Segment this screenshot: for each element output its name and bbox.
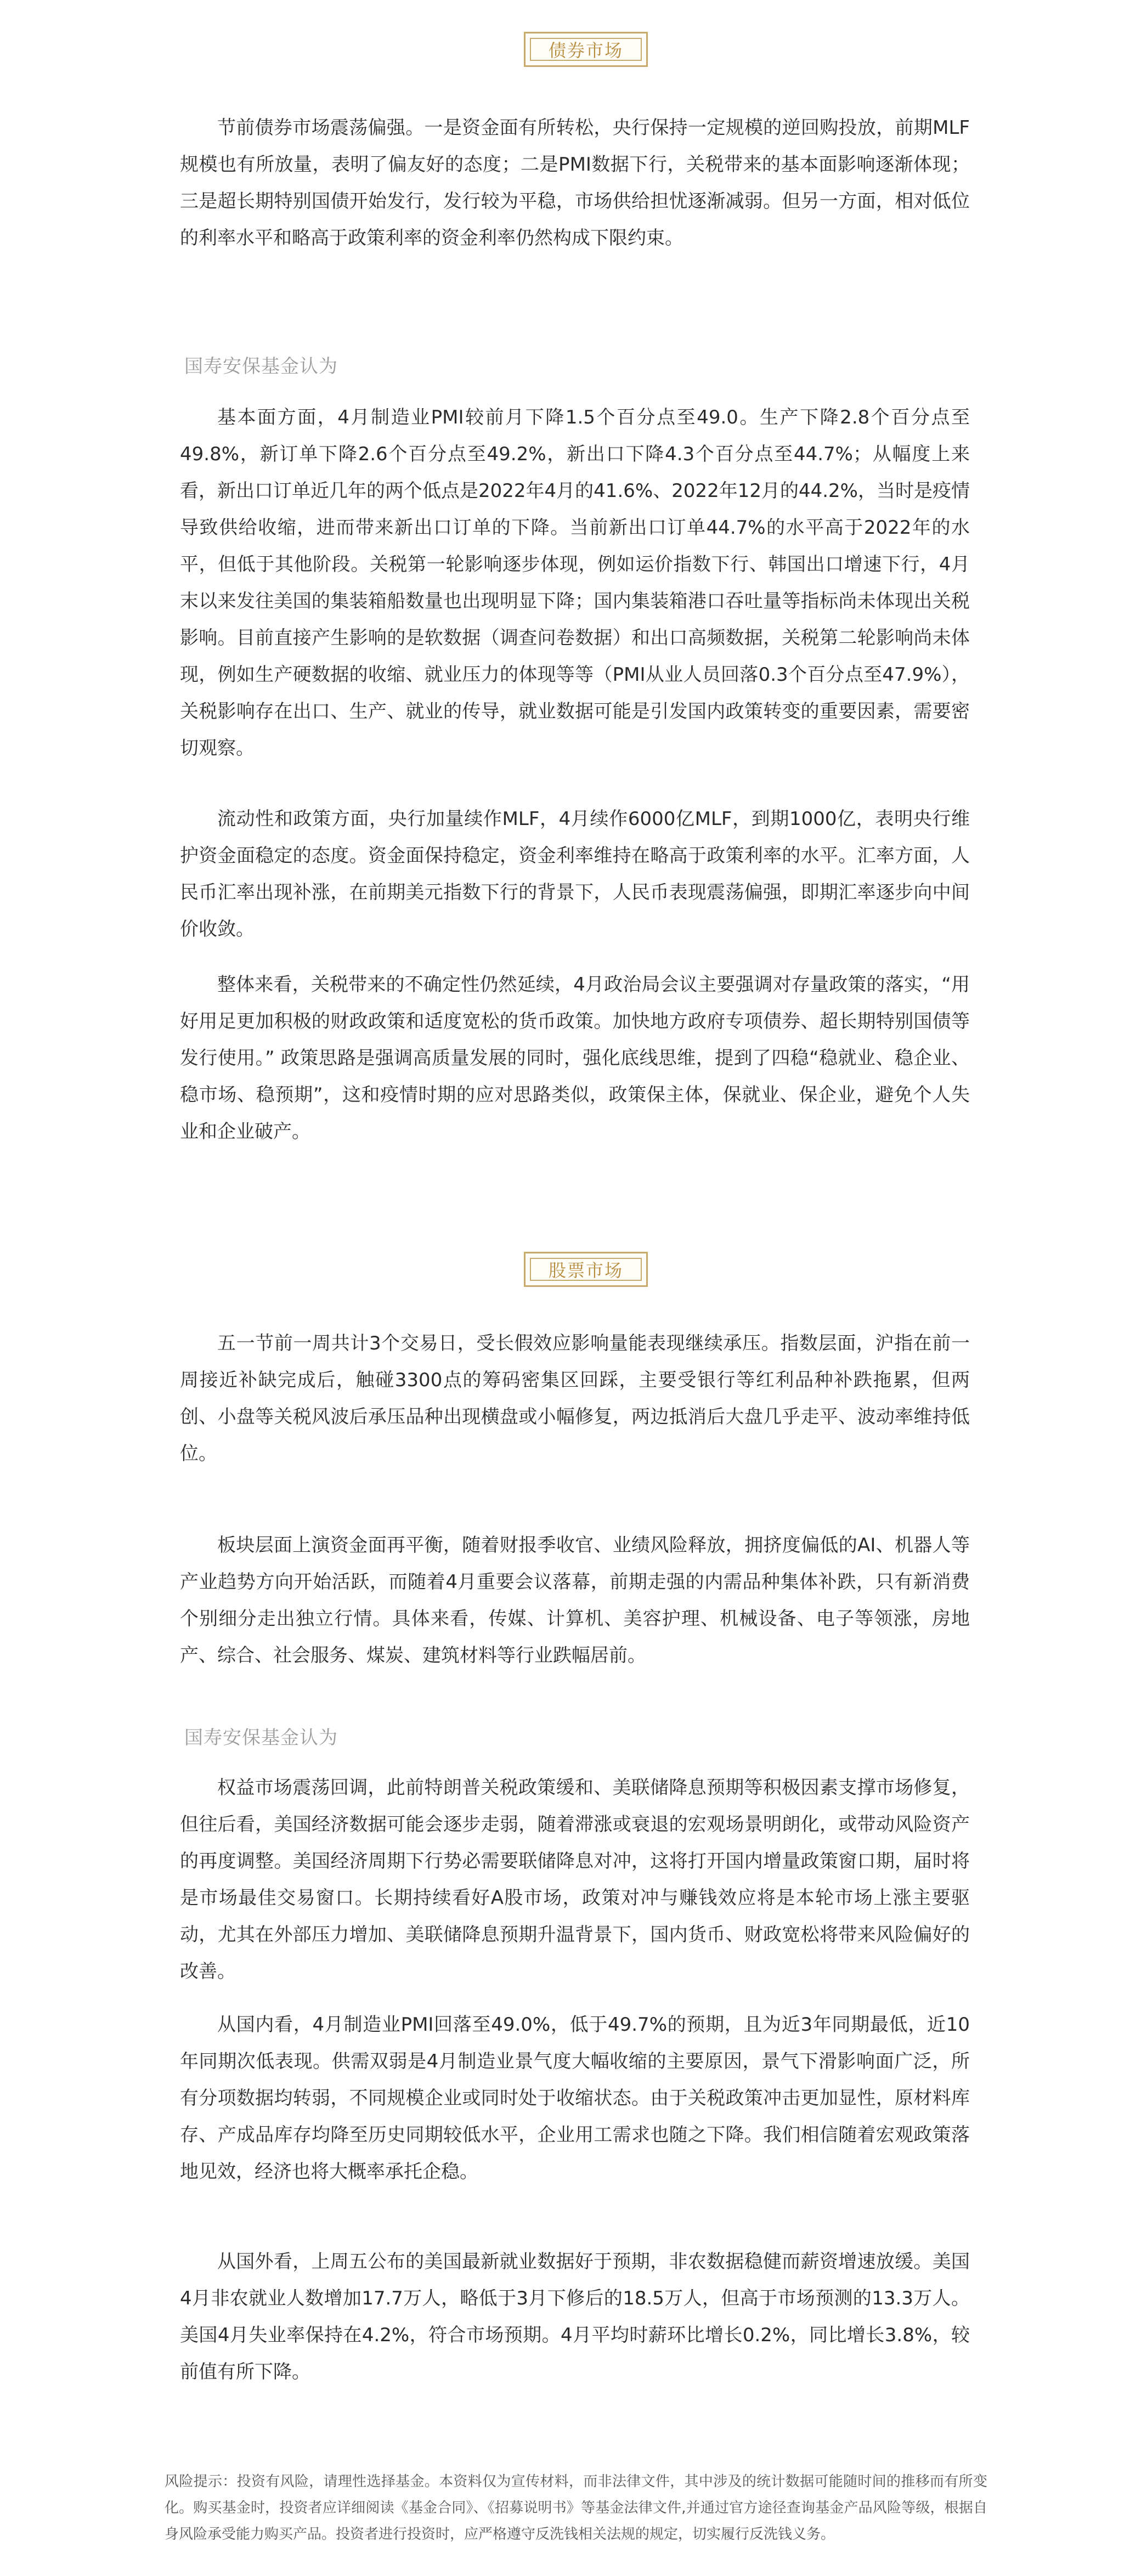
stock-market-tag — [524, 1252, 648, 1287]
bond-market-tag — [524, 32, 648, 67]
bond-liquidity-paragraph: 流动性和政策方面，央行加量续作MLF，4月续作6000亿MLF，到期1000亿，表明央行维护资金面稳定的态度。资金面保持稳定，资金利率维持在略高于政策利率的水平。汇率方面，人民币汇率出现补涨，在前期美元指数下行的背景下，人民币表现震荡偏强，即期汇率逐步向中间价收敛。 — [180, 808, 970, 940]
stock-equity-view-paragraph: 权益市场震荡回调，此前特朗普关税政策缓和、美联储降息预期等积极因素支撑市场修复，但往后看，美国经济数据可能会逐步走弱，随着滞涨或衰退的宏观场景明朗化，或带动风险资产的再度调整。美国经济周期下行势必需要联储降息对冲，这将打开国内增量政策窗口期，届时将是市场最佳交易窗口。长期持续看好A股市场，政策对冲与赚钱效应将是本轮市场上涨主要驱动，尤其在外部压力增加、美联储降息预期升温背景下，国内货币、财政宽松将带来风险偏好的改善。 — [180, 1777, 970, 1982]
risk-disclaimer: 风险提示：投资有风险，请理性选择基金。本资料仅为宣传材料，而非法律文件，其中涉及的统计数据可能随时间的推移而有所变化。购买基金时，投资者应详细阅读《基金合同》、《招募说明书》等基金法律文件,并通过官方途径查询基金产品风险等级，根据自身风险承受能力购买产品。投资者进行投资时，应严格遵守反洗钱相关法规的规定，切实履行反洗钱义务。 — [165, 2473, 987, 2543]
stock-sector-paragraph: 板块层面上演资金面再平衡，随着财报季收官、业绩风险释放，拥挤度偏低的AI、机器人等产业趋势方向开始活跃，而随着4月重要会议落幕，前期走强的内需品种集体补跌，只有新消费个别细分走出独立行情。具体来看，传媒、计算机、美容护理、机械设备、电子等领涨，房地产、综合、社会服务、煤炭、建筑材料等行业跌幅居前。 — [180, 1534, 970, 1667]
bond-market-tag-label: 债券市场 — [548, 40, 623, 61]
bond-view-heading: 国寿安保基金认为 — [184, 355, 338, 377]
stock-overseas-paragraph: 从国外看，上周五公布的美国最新就业数据好于预期，非农数据稳健而薪资增速放缓。美国4月非农就业人数增加17.7万人，略低于3月下修后的18.5万人，但高于市场预测的13.3万人。美国4月失业率保持在4.2%，符合市场预期。4月平均时薪环比增长0.2%，同比增长3.8%，较前值有所下降。 — [180, 2251, 970, 2383]
stock-domestic-paragraph: 从国内看，4月制造业PMI回落至49.0%，低于49.7%的预期，且为近3年同期最低，近10年同期次低表现。供需双弱是4月制造业景气度大幅收缩的主要原因，景气下滑影响面广泛，所有分项数据均转弱，不同规模企业或同时处于收缩状态。由于关税政策冲击更加显性，原材料库存、产成品库存均降至历史同期较低水平，企业用工需求也随之下降。我们相信随着宏观政策落地见效，经济也将大概率承托企稳。 — [180, 2014, 970, 2183]
bond-overall-paragraph: 整体来看，关税带来的不确定性仍然延续，4月政治局会议主要强调对存量政策的落实，“用好用足更加积极的财政政策和适度宽松的货币政策。加快地方政府专项债券、超长期特别国债等发行使用。” 政策思路是强调高质量发展的同时，强化底线思维，提到了四稳“稳就业、稳企业、稳市场、稳预期”，这和疫情时期的应对思路类似，政策保主体，保就业、保企业，避免个人失业和企业破产。 — [180, 974, 970, 1143]
bond-fundamentals-paragraph: 基本面方面，4月制造业PMI较前月下降1.5个百分点至49.0。生产下降2.8个百分点至49.8%，新订单下降2.6个百分点至49.2%，新出口下降4.3个百分点至44.7%；从幅度上来看，新出口订单近几年的两个低点是2022年4月的41.6%、2022年12月的44.2%，当时是疫情导致供给收缩，进而带来新出口订单的下降。当前新出口订单44.7%的水平高于2022年的水平，但低于其他阶段。关税第一轮影响逐步体现，例如运价指数下行、韩国出口增速下行，4月末以来发往美国的集装箱船数量也出现明显下降；国内集装箱港口吞吐量等指标尚未体现出关税影响。目前直接产生影响的是软数据（调查问卷数据）和出口高频数据，关税第二轮影响尚未体现，例如生产硬数据的收缩、就业压力的体现等等（PMI从业人员回落0.3个百分点至47.9%），关税影响存在出口、生产、就业的传导，就业数据可能是引发国内政策转变的重要因素，需要密切观察。 — [180, 406, 970, 759]
stock-view-heading: 国寿安保基金认为 — [184, 1727, 338, 1749]
stock-weekly-review-paragraph: 五一节前一周共计3个交易日，受长假效应影响量能表现继续承压。指数层面，沪指在前一周接近补缺完成后，触碰3300点的筹码密集区回踩，主要受银行等红利品种补跌拖累，但两创、小盘等关税风波后承压品种出现横盘或小幅修复，两边抵消后大盘几乎走平、波动率维持低位。 — [180, 1332, 970, 1465]
stock-market-tag-label: 股票市场 — [548, 1260, 623, 1281]
bond-intro-paragraph: 节前债券市场震荡偏强。一是资金面有所转松，央行保持一定规模的逆回购投放，前期MLF规模也有所放量，表明了偏友好的态度；二是PMI数据下行，关税带来的基本面影响逐渐体现；三是超长期特别国债开始发行，发行较为平稳，市场供给担忧逐渐减弱。但另一方面，相对低位的利率水平和略高于政策利率的资金利率仍然构成下限约束。 — [180, 117, 970, 249]
